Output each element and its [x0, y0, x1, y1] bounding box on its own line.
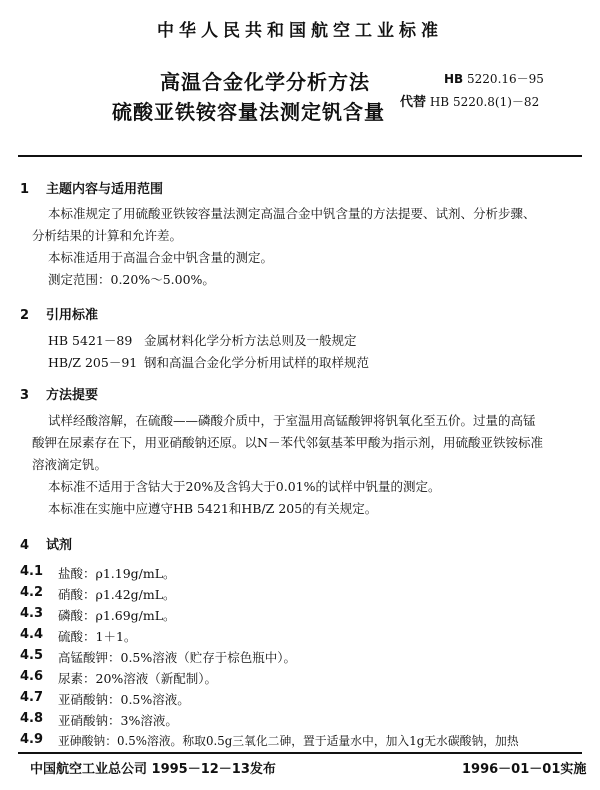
section-number: 4	[20, 538, 30, 553]
section-number: 2	[20, 308, 30, 323]
reagent-text: 亚砷酸钠：0.5%溶液。称取0.5g三氧化二砷，置于适量水中，加入1g无水碳酸钠，加热	[58, 734, 519, 748]
reagent-number: 4.4	[20, 627, 44, 642]
reagent-number: 4.2	[20, 585, 44, 600]
section-title: 主题内容与适用范围	[46, 182, 164, 197]
reagent-text: 磷酸：ρ1.69g/mL。	[58, 608, 176, 623]
paragraph-line: 测定范围：0.20%～5.00%。	[48, 272, 215, 287]
paragraph-line: 分析结果的计算和允许差。	[32, 228, 183, 243]
section-1-heading	[20, 178, 163, 197]
standard-prefix: HB	[444, 72, 464, 86]
reagent-number: 4.3	[20, 606, 44, 621]
reagent-text: 高锰酸钾：0.5%溶液（贮存于棕色瓶中）。	[58, 650, 297, 665]
reagent-number: 4.5	[20, 648, 44, 663]
reagent-number: 4.9	[20, 732, 44, 747]
section-title: 方法提要	[46, 388, 99, 403]
paragraph-line: 本标准不适用于含钴大于20%及含钨大于0.01%的试样中钒量的测定。	[48, 479, 441, 494]
reagent-text: 盐酸：ρ1.19g/mL。	[58, 566, 176, 581]
standard-number	[444, 70, 544, 87]
replaces-code: HB 5220.8(1)－82	[429, 95, 540, 109]
section-title: 引用标准	[46, 308, 99, 323]
replaces-standard	[400, 91, 539, 110]
title-line-2: 硫酸亚铁铵容量法测定钒含量	[112, 100, 385, 124]
section-number: 3	[20, 388, 30, 403]
title-line-1: 高温合金化学分析方法	[160, 70, 370, 94]
paragraph-line: 溶液滴定钒。	[32, 457, 108, 472]
paragraph-line: 本标准规定了用硫酸亚铁铵容量法测定高温合金中钒含量的方法提要、试剂、分析步骤、	[48, 206, 536, 221]
section-2-heading	[20, 304, 98, 323]
standard-code: 5220.16－95	[467, 72, 544, 86]
reagent-text: 亚硝酸钠：0.5%溶液。	[58, 692, 190, 707]
reagent-text: 亚硝酸钠：3%溶液。	[58, 713, 178, 728]
reference-title: 钢和高温合金化学分析用试样的取样规范	[144, 355, 370, 370]
reference-item	[48, 331, 357, 349]
section-number: 1	[20, 182, 30, 197]
reagent-text: 硝酸：ρ1.42g/mL。	[58, 587, 176, 602]
reagent-number: 4.7	[20, 690, 44, 705]
paragraph-line: 酸钾在尿素存在下，用亚硝酸钠还原。以N－苯代邻氨基苯甲酸为指示剂，用硫酸亚铁铵标准	[32, 435, 543, 450]
issue-date: 中国航空工业总公司 1995－12－13发布	[30, 762, 276, 777]
reference-code: HB/Z 205－91	[48, 355, 138, 370]
reference-title: 金属材料化学分析方法总则及一般规定	[144, 333, 357, 348]
reagent-text: 硫酸：1＋1。	[58, 629, 137, 644]
reagent-number: 4.8	[20, 711, 44, 726]
section-3-heading	[20, 384, 98, 403]
reagent-number: 4.1	[20, 564, 44, 579]
section-4-heading	[20, 534, 72, 553]
reference-item	[48, 353, 369, 371]
reference-code: HB 5421－89	[48, 333, 133, 348]
paragraph-line: 本标准在实施中应遵守HB 5421和HB/Z 205的有关规定。	[48, 501, 378, 516]
reagent-number: 4.6	[20, 669, 44, 684]
paragraph-line: 本标准适用于高温合金中钒含量的测定。	[48, 250, 274, 265]
section-title: 试剂	[46, 538, 73, 553]
paragraph-line: 试样经酸溶解，在硫酸——磷酸介质中，于室温用高锰酸钾将钒氧化至五价。过量的高锰	[48, 413, 536, 428]
header-divider	[18, 155, 582, 157]
effective-date: 1996－01－01实施	[462, 762, 587, 777]
replaces-label: 代替	[400, 95, 427, 110]
reagent-text: 尿素：20%溶液（新配制）。	[58, 671, 218, 686]
footer-divider	[18, 752, 582, 754]
document-header: 中华人民共和国航空工业标准	[157, 21, 443, 41]
